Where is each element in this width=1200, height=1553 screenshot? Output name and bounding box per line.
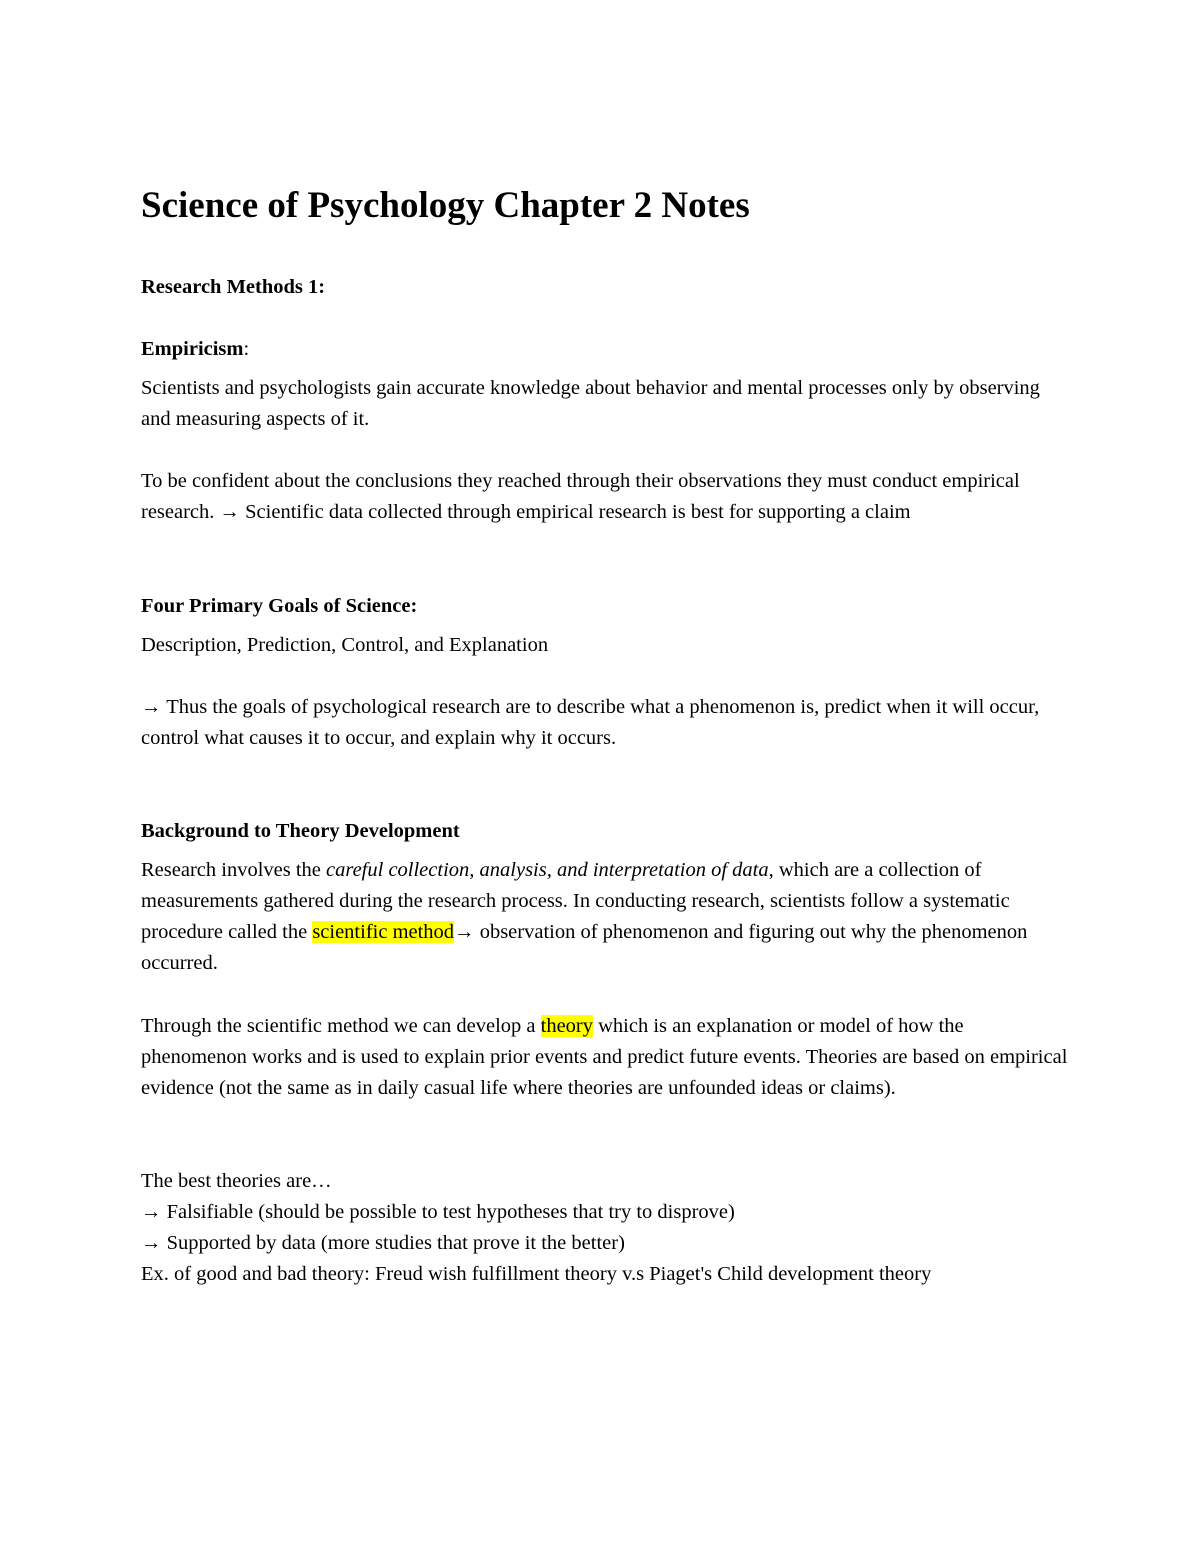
bg-p2-text-start: Through the scientific method we can develop a (141, 1015, 541, 1037)
best-theories-item-supported: → Supported by data (more studies that prove it the better) (141, 1232, 625, 1254)
empiricism-paragraph-1: Scientists and psychologists gain accurate knowledge about behavior and mental processes only by observing and measuring aspects of it. (141, 377, 1040, 430)
bg-p1-text-mid: , which are a collection of measurements gathered during the research process. In conducting research, scientists follow a systematic procedure called the (141, 859, 1010, 943)
goals-heading: Four Primary Goals of Science: (141, 595, 418, 617)
goals-list: Description, Prediction, Control, and Explanation (141, 634, 549, 656)
highlight-theory: theory (540, 1015, 593, 1037)
bg-p2-text-end: which is an explanation or model of how the phenomenon works and is used to explain prior events and predict future events. Theories are based on empirical evidence (not the same as in daily casual life where theories are unfounded ideas or claims). (141, 1015, 1068, 1099)
bg-p1-text-end: → observation of phenomenon and figuring out why the phenomenon occurred. (141, 921, 1028, 974)
section-heading-research-methods: Research Methods 1: (141, 276, 326, 298)
empiricism-colon: : (243, 338, 250, 360)
background-paragraph-2 (141, 1011, 1071, 1104)
best-theories-intro: The best theories are… (141, 1170, 332, 1192)
background-heading: Background to Theory Development (141, 820, 460, 842)
page-title: Science of Psychology Chapter 2 Notes (141, 185, 750, 226)
best-theories-item-falsifiable: → Falsifiable (should be possible to test hypotheses that try to disprove) (141, 1201, 735, 1223)
bg-p1-italic-phrase: careful collection, analysis, and interpretation of data (326, 859, 769, 881)
background-paragraph-1 (141, 855, 1071, 979)
highlight-scientific-method: scientific method (312, 921, 455, 943)
theory-example: Ex. of good and bad theory: Freud wish fulfillment theory v.s Piaget's Child development theory (141, 1263, 932, 1285)
goals-summary: → Thus the goals of psychological research are to describe what a phenomenon is, predict when it will occur, control what causes it to occur, and explain why it occurs. (141, 696, 1040, 749)
empiricism-paragraph-2: To be confident about the conclusions they reached through their observations they must conduct empirical research. → Scientific data collected through empirical research is best for supporting a claim (141, 470, 1020, 523)
bg-p1-text-start: Research involves the (141, 859, 327, 881)
empiricism-heading-line (141, 334, 1071, 365)
empiricism-heading: Empiricism (141, 338, 244, 360)
